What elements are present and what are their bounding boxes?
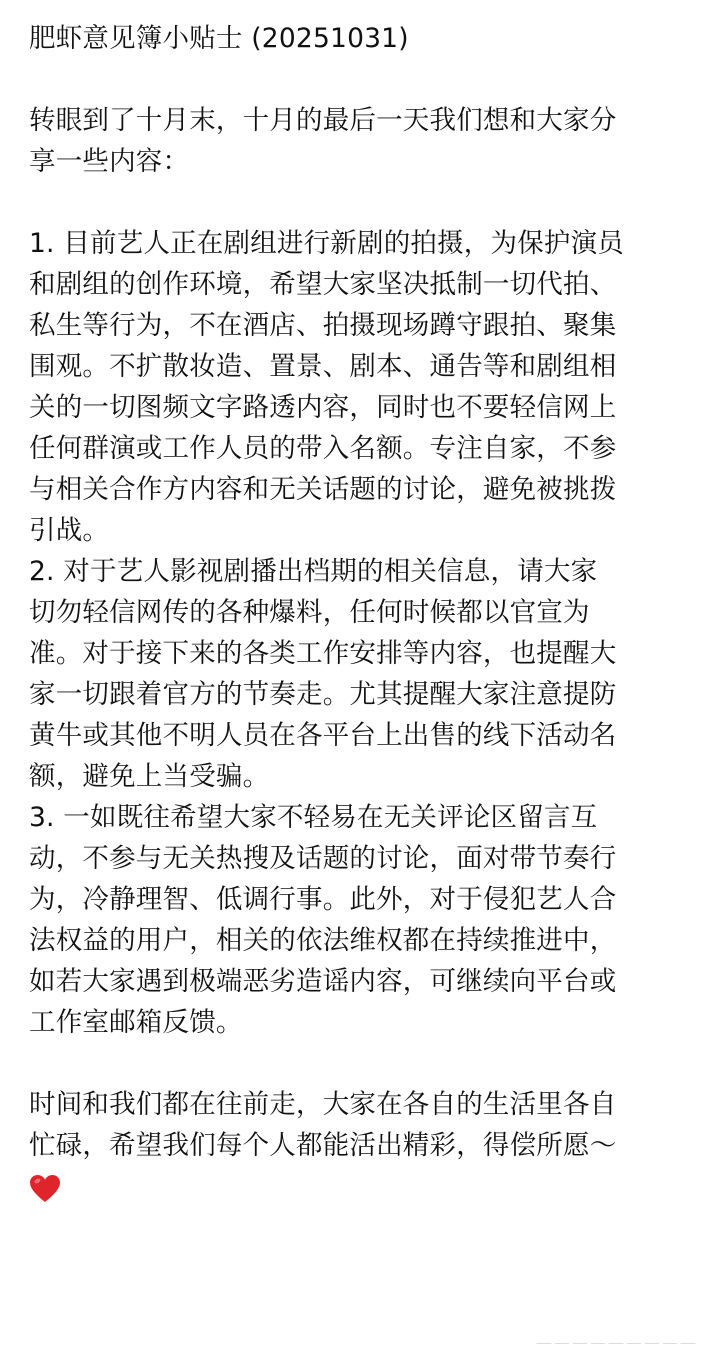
intro-line: 转眼到了十月末，十月的最后一天我们想和大家分 bbox=[29, 105, 617, 136]
closing-paragraph bbox=[29, 1084, 697, 1207]
item-2-line: 准。对于接下来的各类工作安排等内容，也提醒大 bbox=[29, 638, 617, 669]
item-3-line: 为，冷静理智、低调行事。此外，对于侵犯艺人合 bbox=[29, 884, 617, 915]
item-1-line: 和剧组的创作环境，希望大家坚决抵制一切代拍、 bbox=[29, 269, 617, 300]
item-3-line: 法权益的用户，相关的依法维权都在持续推进中， bbox=[29, 925, 617, 956]
item-1-line: 围观。不扩散妆造、置景、剧本、通告等和剧组相 bbox=[29, 351, 617, 382]
item-2 bbox=[29, 551, 697, 797]
item-3-line: 动，不参与无关热搜及话题的讨论，面对带节奏行 bbox=[29, 843, 617, 874]
item-3 bbox=[29, 797, 697, 1043]
spacer bbox=[29, 59, 697, 100]
item-1-line: 1. 目前艺人正在剧组进行新剧的拍摄，为保护演员 bbox=[29, 228, 625, 259]
red-heart-icon bbox=[29, 1174, 61, 1204]
closing-emoji-line bbox=[29, 1166, 697, 1207]
item-2-line: 切勿轻信网传的各种爆料，任何时候都以官宣为 bbox=[29, 597, 590, 628]
note-document bbox=[29, 18, 697, 1207]
item-3-line: 3. 一如既往希望大家不轻易在无关评论区留言互 bbox=[29, 802, 598, 833]
item-1-line: 私生等行为，不在酒店、拍摄现场蹲守跟拍、聚集 bbox=[29, 310, 617, 341]
watermark bbox=[536, 1334, 706, 1344]
item-3-line: 如若大家遇到极端恶劣造谣内容，可继续向平台或 bbox=[29, 966, 617, 997]
item-1-line: 与相关合作方内容和无关话题的讨论，避免被挑拨 bbox=[29, 474, 617, 505]
item-3-line: 工作室邮箱反馈。 bbox=[29, 1007, 243, 1038]
item-2-line: 家一切跟着官方的节奏走。尤其提醒大家注意提防 bbox=[29, 679, 617, 710]
closing-line: 时间和我们都在往前走，大家在各自的生活里各自 bbox=[29, 1089, 617, 1120]
intro-line: 享一些内容： bbox=[29, 146, 190, 177]
spacer bbox=[29, 1043, 697, 1084]
item-2-line: 黄牛或其他不明人员在各平台上出售的线下活动名 bbox=[29, 720, 617, 751]
note-title: 肥虾意见簿小贴士 (20251031) bbox=[29, 23, 409, 54]
item-1-line: 引战。 bbox=[29, 515, 110, 546]
item-2-line: 额，避免上当受骗。 bbox=[29, 761, 270, 792]
item-1-line: 关的一切图频文字路透内容，同时也不要轻信网上 bbox=[29, 392, 617, 423]
spacer bbox=[29, 182, 697, 223]
intro-paragraph bbox=[29, 100, 697, 182]
closing-line: 忙碌，希望我们每个人都能活出精彩，得偿所愿～ bbox=[29, 1130, 617, 1161]
item-1 bbox=[29, 223, 697, 551]
item-2-line: 2. 对于艺人影视剧播出档期的相关信息，请大家 bbox=[29, 556, 598, 587]
item-1-line: 任何群演或工作人员的带入名额。专注自家，不参 bbox=[29, 433, 617, 464]
